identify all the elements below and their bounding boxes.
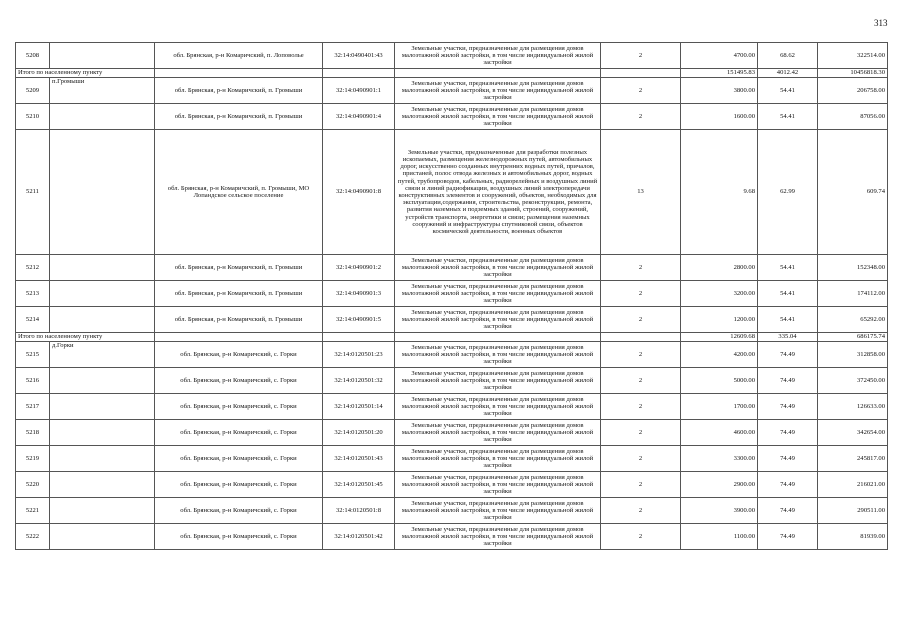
empty-cell [601, 333, 681, 342]
table-row [16, 420, 888, 446]
row-number: 5215 [16, 342, 50, 368]
settlement-name [50, 130, 155, 255]
area-value: 3200.00 [681, 281, 758, 307]
area-value: 5000.00 [681, 368, 758, 394]
area-value: 3300.00 [681, 446, 758, 472]
category-code: 2 [601, 104, 681, 130]
cadastral-value: 216021.00 [818, 472, 888, 498]
row-number: 5216 [16, 368, 50, 394]
table-body [16, 43, 888, 550]
table-row [16, 368, 888, 394]
rate-value: 54.41 [758, 281, 818, 307]
rate-value: 74.49 [758, 420, 818, 446]
area-value: 3900.00 [681, 498, 758, 524]
category-code: 2 [601, 394, 681, 420]
area-value: 1200.00 [681, 307, 758, 333]
cadastral-value: 206758.00 [818, 78, 888, 104]
table-row [16, 130, 888, 255]
land-use-description: Земельные участки, предназначенные для размещения домов малоэтажной жилой застройки, в том числе индивидуальной жилой застройки [395, 368, 601, 394]
row-number: 5220 [16, 472, 50, 498]
area-value: 1600.00 [681, 104, 758, 130]
table-row [16, 78, 888, 104]
rate-value: 74.49 [758, 368, 818, 394]
rate-value: 74.49 [758, 524, 818, 550]
row-number: 5208 [16, 43, 50, 69]
land-use-description: Земельные участки, предназначенные для размещения домов малоэтажной жилой застройки, в том числе индивидуальной жилой застройки [395, 43, 601, 69]
cadastral-number: 32:14:0490901:1 [323, 78, 395, 104]
settlement-name [50, 394, 155, 420]
table-row [16, 446, 888, 472]
cadastral-value: 312858.00 [818, 342, 888, 368]
area-value: 4600.00 [681, 420, 758, 446]
row-number: 5209 [16, 78, 50, 104]
cadastral-number: 32:14:0120501:8 [323, 498, 395, 524]
total-rate: 335.04 [758, 333, 818, 342]
cadastral-number: 32:14:0120501:14 [323, 394, 395, 420]
empty-cell [155, 69, 323, 78]
cadastral-value: 126633.00 [818, 394, 888, 420]
row-number: 5211 [16, 130, 50, 255]
cadastral-number: 32:14:0120501:32 [323, 368, 395, 394]
cadastral-value: 322514.00 [818, 43, 888, 69]
address-cell: обл. Брянская, р-н Комаричский, п. Громыши [155, 104, 323, 130]
row-number: 5221 [16, 498, 50, 524]
category-code: 2 [601, 446, 681, 472]
empty-cell [601, 69, 681, 78]
land-use-description: Земельные участки, предназначенные для размещения домов малоэтажной жилой застройки, в том числе индивидуальной жилой застройки [395, 78, 601, 104]
address-cell: обл. Брянская, р-н Комаричский, п. Громыши [155, 281, 323, 307]
address-cell: обл. Брянская, р-н Комаричский, с. Горки [155, 420, 323, 446]
row-number: 5219 [16, 446, 50, 472]
rate-value: 54.41 [758, 255, 818, 281]
total-label: Итого по населенному пункту [16, 69, 155, 78]
cadastral-value: 245817.00 [818, 446, 888, 472]
category-code: 2 [601, 281, 681, 307]
category-code: 2 [601, 342, 681, 368]
category-code: 2 [601, 307, 681, 333]
total-area: 151495.83 [681, 69, 758, 78]
area-value: 2800.00 [681, 255, 758, 281]
empty-cell [395, 69, 601, 78]
cadastral-number: 32:14:0490901:8 [323, 130, 395, 255]
table-row [16, 104, 888, 130]
cadastral-number: 32:14:0490401:43 [323, 43, 395, 69]
address-cell: обл. Брянская, р-н Комаричский, п. Громыши, МО Лопандское сельское поселение [155, 130, 323, 255]
settlement-name [50, 498, 155, 524]
settlement-name [50, 307, 155, 333]
category-code: 13 [601, 130, 681, 255]
settlement-name [50, 368, 155, 394]
address-cell: обл. Брянская, р-н Комаричский, с. Горки [155, 368, 323, 394]
cadastral-number: 32:14:0490901:2 [323, 255, 395, 281]
cadastral-value: 372450.00 [818, 368, 888, 394]
table-row [16, 281, 888, 307]
row-number: 5214 [16, 307, 50, 333]
category-code: 2 [601, 472, 681, 498]
cadastral-value: 87056.00 [818, 104, 888, 130]
cadastral-number: 32:14:0120501:20 [323, 420, 395, 446]
empty-cell [323, 333, 395, 342]
rate-value: 74.49 [758, 446, 818, 472]
category-code: 2 [601, 255, 681, 281]
cadastral-number: 32:14:0490901:4 [323, 104, 395, 130]
address-cell: обл. Брянская, р-н Комаричский, с. Горки [155, 394, 323, 420]
address-cell: обл. Брянская, р-н Комаричский, с. Горки [155, 342, 323, 368]
settlement-name: д.Горки [50, 342, 155, 368]
cadastral-value: 342654.00 [818, 420, 888, 446]
address-cell: обл. Брянская, р-н Комаричский, п. Громыши [155, 78, 323, 104]
address-cell: обл. Брянская, р-н Комаричский, с. Горки [155, 524, 323, 550]
rate-value: 62.99 [758, 130, 818, 255]
rate-value: 74.49 [758, 342, 818, 368]
cadastral-value: 174112.00 [818, 281, 888, 307]
settlement-name [50, 472, 155, 498]
rate-value: 74.49 [758, 394, 818, 420]
land-registry-table [15, 42, 888, 550]
land-use-description: Земельные участки, предназначенные для размещения домов малоэтажной жилой застройки, в том числе индивидуальной жилой застройки [395, 394, 601, 420]
land-use-description: Земельные участки, предназначенные для размещения домов малоэтажной жилой застройки, в том числе индивидуальной жилой застройки [395, 420, 601, 446]
cadastral-number: 32:14:0120501:23 [323, 342, 395, 368]
rate-value: 54.41 [758, 104, 818, 130]
cadastral-value: 609.74 [818, 130, 888, 255]
area-value: 9.68 [681, 130, 758, 255]
land-use-description: Земельные участки, предназначенные для размещения домов малоэтажной жилой застройки, в том числе индивидуальной жилой застройки [395, 307, 601, 333]
cadastral-value: 81939.00 [818, 524, 888, 550]
total-area: 12609.68 [681, 333, 758, 342]
settlement-name [50, 104, 155, 130]
land-use-description: Земельные участки, предназначенные для размещения домов малоэтажной жилой застройки, в том числе индивидуальной жилой застройки [395, 255, 601, 281]
empty-cell [323, 69, 395, 78]
empty-cell [155, 333, 323, 342]
land-use-description: Земельные участки, предназначенные для размещения домов малоэтажной жилой застройки, в том числе индивидуальной жилой застройки [395, 104, 601, 130]
rate-value: 68.62 [758, 43, 818, 69]
category-code: 2 [601, 43, 681, 69]
cadastral-value: 152348.00 [818, 255, 888, 281]
total-value: 686175.74 [818, 333, 888, 342]
settlement-name [50, 43, 155, 69]
empty-cell [395, 333, 601, 342]
cadastral-value: 65292.00 [818, 307, 888, 333]
settlement-total-row [16, 69, 888, 78]
land-use-description: Земельные участки, предназначенные для размещения домов малоэтажной жилой застройки, в том числе индивидуальной жилой застройки [395, 524, 601, 550]
address-cell: обл. Брянская, р-н Комаричский, п. Громыши [155, 307, 323, 333]
land-use-description: Земельные участки, предназначенные для размещения домов малоэтажной жилой застройки, в том числе индивидуальной жилой застройки [395, 472, 601, 498]
address-cell: обл. Брянская, р-н Комаричский, п. Лоповолье [155, 43, 323, 69]
total-rate: 4012.42 [758, 69, 818, 78]
table-row [16, 307, 888, 333]
rate-value: 54.41 [758, 78, 818, 104]
settlement-name [50, 420, 155, 446]
area-value: 1700.00 [681, 394, 758, 420]
rate-value: 54.41 [758, 307, 818, 333]
row-number: 5222 [16, 524, 50, 550]
land-use-description: Земельные участки, предназначенные для размещения домов малоэтажной жилой застройки, в том числе индивидуальной жилой застройки [395, 342, 601, 368]
cadastral-number: 32:14:0490901:5 [323, 307, 395, 333]
land-use-description: Земельные участки, предназначенные для размещения домов малоэтажной жилой застройки, в том числе индивидуальной жилой застройки [395, 446, 601, 472]
row-number: 5210 [16, 104, 50, 130]
rate-value: 74.49 [758, 472, 818, 498]
cadastral-number: 32:14:0120501:42 [323, 524, 395, 550]
address-cell: обл. Брянская, р-н Комаричский, с. Горки [155, 446, 323, 472]
address-cell: обл. Брянская, р-н Комаричский, п. Громыши [155, 255, 323, 281]
settlement-name: п.Громыши [50, 78, 155, 104]
total-value: 10456818.30 [818, 69, 888, 78]
row-number: 5218 [16, 420, 50, 446]
cadastral-number: 32:14:0490901:3 [323, 281, 395, 307]
table-row [16, 43, 888, 69]
category-code: 2 [601, 420, 681, 446]
total-label: Итого по населенному пункту [16, 333, 155, 342]
cadastral-value: 290511.00 [818, 498, 888, 524]
table-row [16, 394, 888, 420]
land-use-description: Земельные участки, предназначенные для размещения домов малоэтажной жилой застройки, в том числе индивидуальной жилой застройки [395, 498, 601, 524]
settlement-total-row [16, 333, 888, 342]
settlement-name [50, 446, 155, 472]
page-number: 313 [874, 18, 888, 28]
category-code: 2 [601, 78, 681, 104]
settlement-name [50, 281, 155, 307]
land-use-description: Земельные участки, предназначенные для разработки полезных ископаемых, размещения железнодорожных путей, автомобильных дорог, искусственно созданных внутренних водных путей, причалов, пристаней, полос отвода железных и автомобильных дорог, водных путей, трубопроводов, кабельных, радиорелейных и воздушных линий связи и линий радиофикации, воздушных линий электропередачи конструктивных элементов и сооружений, объектов, необходимых для эксплуатации,содержания, строительства, реконструкции, ремонта, развития наземных и подземных зданий, строений, сооружений, устройств транспорта, энергетики и связи; размещения наземных сооружений и инфраструктуры спутниковой связи, объектов космической деятельности, военных объектов [395, 130, 601, 255]
address-cell: обл. Брянская, р-н Комаричский, с. Горки [155, 498, 323, 524]
settlement-name [50, 524, 155, 550]
table-row [16, 498, 888, 524]
land-use-description: Земельные участки, предназначенные для размещения домов малоэтажной жилой застройки, в том числе индивидуальной жилой застройки [395, 281, 601, 307]
cadastral-number: 32:14:0120501:43 [323, 446, 395, 472]
settlement-name [50, 255, 155, 281]
rate-value: 74.49 [758, 498, 818, 524]
area-value: 2900.00 [681, 472, 758, 498]
cadastral-number: 32:14:0120501:45 [323, 472, 395, 498]
table-row [16, 342, 888, 368]
table-row [16, 472, 888, 498]
row-number: 5213 [16, 281, 50, 307]
area-value: 4700.00 [681, 43, 758, 69]
category-code: 2 [601, 498, 681, 524]
row-number: 5212 [16, 255, 50, 281]
row-number: 5217 [16, 394, 50, 420]
category-code: 2 [601, 524, 681, 550]
area-value: 1100.00 [681, 524, 758, 550]
area-value: 4200.00 [681, 342, 758, 368]
table-row [16, 255, 888, 281]
area-value: 3800.00 [681, 78, 758, 104]
address-cell: обл. Брянская, р-н Комаричский, с. Горки [155, 472, 323, 498]
table-row [16, 524, 888, 550]
category-code: 2 [601, 368, 681, 394]
